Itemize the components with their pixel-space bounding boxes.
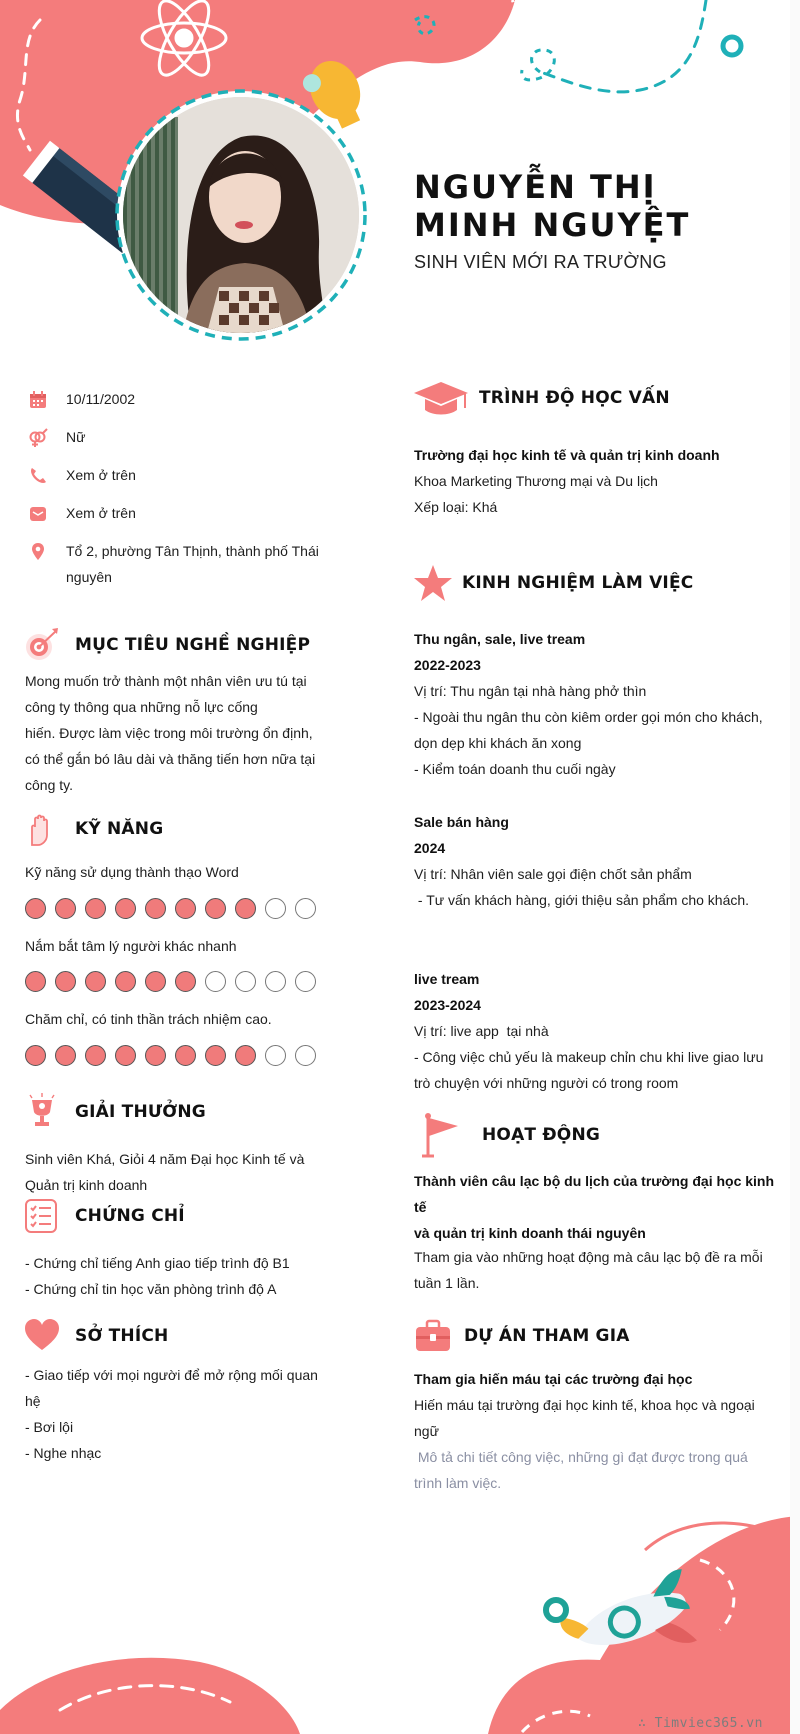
skill-rating-word [25,898,316,919]
graduation-cap-icon [413,378,469,418]
job-line: trò chuyện với những người có trong room [414,1075,679,1091]
job-period: 2023-2024 [414,997,481,1013]
rating-dot-filled [25,1045,46,1066]
objective-line: hiến. Được làm việc trong môi trường ổn định, [25,725,313,741]
objective-line: công ty. [25,777,73,793]
hobby-line: hệ [25,1393,41,1409]
page-edge [790,0,800,1734]
job-entry [414,626,786,782]
contact-text: Nữ [66,429,86,445]
calendar-icon [28,390,48,410]
activity-line: Tham gia vào những hoạt động mà câu lạc bộ đề ra mỗi [414,1249,763,1265]
job-name: Thu ngân, sale, live tream [414,631,586,647]
rating-dot-filled [235,1045,256,1066]
awards-header [22,1092,206,1132]
rating-dot-filled [145,898,166,919]
projects-header [413,1316,630,1356]
contact-text: Tổ 2, phường Tân Thịnh, thành phố Thái nguyên [66,543,319,585]
section-title: SỞ THÍCH [75,1326,169,1346]
rating-dot-empty [265,1045,286,1066]
hobby-line: - Giao tiếp với mọi người để mở rộng mối quan [25,1367,318,1383]
contact-birthday [28,386,348,412]
job-period: 2022-2023 [414,657,481,673]
watermark: ∴ Timviec365.vn [638,1716,763,1731]
bottom-decoration [0,1480,800,1734]
section-title: GIẢI THƯỞNG [75,1102,206,1122]
hobbies-header [22,1316,168,1356]
awards-line: Sinh viên Khá, Giỏi 4 năm Đại học Kinh tế và [25,1151,305,1167]
projects-text [414,1366,786,1496]
contact-phone [28,462,348,488]
rating-dot-empty [265,971,286,992]
activity-heading-line: Thành viên câu lạc bộ du lịch của trường đại học kinh tế [414,1173,775,1215]
phone-icon [28,466,48,486]
job-line: - Tư vấn khách hàng, giới thiệu sản phẩm cho khách. [414,892,750,908]
contact-text: Xem ở trên [66,467,136,483]
project-heading: Tham gia hiến máu tại các trường đại học [414,1371,693,1387]
project-line: ngữ [414,1423,439,1439]
section-title: CHỨNG CHỈ [75,1206,185,1226]
rating-dot-empty [205,971,226,992]
job-entry [414,809,786,913]
skill-label: Kỹ năng sử dụng thành thạo Word [25,864,239,880]
job-name: Sale bán hàng [414,814,509,830]
job-name: live tream [414,971,480,987]
section-title: MỤC TIÊU NGHỀ NGHIỆP [75,635,311,655]
awards-text [25,1146,318,1198]
faculty-name: Khoa Marketing Thương mại và Du lịch [414,473,658,489]
contact-email [28,500,348,526]
rating-dot-filled [175,1045,196,1066]
objective-text [25,668,325,798]
skill-label: Chăm chỉ, có tinh thần trách nhiệm cao. [25,1011,272,1027]
rating-dot-empty [295,898,316,919]
rating-dot-filled [85,971,106,992]
star-icon [413,563,453,603]
briefcase-icon [413,1316,453,1356]
education-header [413,378,670,418]
candidate-role: SINH VIÊN MỚI RA TRƯỜNG [414,252,667,272]
rating-dot-filled [205,898,226,919]
certificate-line: - Chứng chỉ tin học văn phòng trình độ A [25,1281,277,1297]
contact-address [28,538,348,590]
rating-dot-filled [235,898,256,919]
job-line: - Kiểm toán doanh thu cuối ngày [414,761,616,777]
rating-dot-filled [85,898,106,919]
rating-dot-filled [205,1045,226,1066]
trophy-icon [22,1092,62,1132]
profile-photo [123,97,359,333]
section-title: DỰ ÁN THAM GIA [464,1326,630,1346]
section-title: KINH NGHIỆM LÀM VIỆC [462,573,694,593]
section-title: KỸ NĂNG [75,819,164,839]
rating-dot-filled [85,1045,106,1066]
rating-dot-filled [145,1045,166,1066]
profile-photo-frame [113,87,369,343]
activity-heading-line: và quản trị kinh doanh thái nguyên [414,1225,646,1241]
job-line: Vị trí: live app tại nhà [414,1023,549,1039]
hobbies-text [25,1362,325,1466]
flag-icon [420,1112,464,1158]
job-line: Vị trí: Nhân viên sale gọi điện chốt sản phẩm [414,866,692,882]
rating-dot-filled [55,1045,76,1066]
rating-dot-filled [115,971,136,992]
hobby-line: - Nghe nhạc [25,1445,102,1461]
contact-text: 10/11/2002 [66,391,136,407]
project-hint-line: trình làm việc. [414,1475,502,1491]
objective-line: Mong muốn trở thành một nhân viên ưu tú tại [25,673,307,689]
certificates-text [25,1250,325,1302]
rating-dot-filled [25,898,46,919]
activities-header [420,1112,600,1158]
section-title: HOẠT ĐỘNG [482,1125,601,1145]
candidate-name: NGUYỄN THỊ MINH NGUYỆT [414,168,691,244]
checklist-icon [22,1196,62,1236]
skill-label: Nắm bắt tâm lý người khác nhanh [25,938,237,954]
target-icon [22,625,62,665]
rating-dot-filled [25,971,46,992]
skill-rating-diligence [25,1045,316,1066]
location-icon [28,542,48,562]
rating-dot-empty [295,971,316,992]
job-entry [414,966,786,1096]
job-line: dọn dẹp khi khách ăn xong [414,735,582,751]
rating-dot-filled [145,971,166,992]
rating-dot-empty [295,1045,316,1066]
job-period: 2024 [414,840,446,856]
objective-header [22,625,310,665]
rating-dot-filled [115,1045,136,1066]
section-title: TRÌNH ĐỘ HỌC VẤN [479,388,670,408]
job-line: - Công việc chủ yếu là makeup chỉn chu khi live giao lưu [414,1049,764,1065]
rating-dot-empty [265,898,286,919]
objective-line: công ty thông qua những nỗ lực cống [25,699,258,715]
rating-dot-filled [115,898,136,919]
rating-dot-filled [55,898,76,919]
awards-line: Quản trị kinh doanh [25,1177,148,1193]
certificates-header [22,1196,185,1236]
project-line: Hiến máu tại trường đại học kinh tế, khoa học và ngoại [414,1397,755,1413]
experience-header [413,563,693,603]
hobby-line: - Bơi lội [25,1419,74,1435]
education-text [414,442,784,520]
email-icon [28,504,48,524]
gender-icon [28,428,48,448]
activities-heading [414,1168,786,1246]
activity-line: tuần 1 lần. [414,1275,480,1291]
activities-text [414,1244,786,1296]
skill-rating-psychology [25,971,316,992]
education-grade: Xếp loại: Khá [414,499,498,515]
contact-gender [28,424,348,450]
hand-icon [22,809,62,849]
rating-dot-filled [175,971,196,992]
certificate-line: - Chứng chỉ tiếng Anh giao tiếp trình độ B1 [25,1255,290,1271]
rating-dot-filled [175,898,196,919]
skills-header [22,809,163,849]
contact-text: Xem ở trên [66,505,136,521]
job-line: Vị trí: Thu ngân tại nhà hàng phở thìn [414,683,647,699]
heart-icon [22,1316,62,1356]
school-name: Trường đại học kinh tế và quản trị kinh doanh [414,447,720,463]
objective-line: có thể gắn bó lâu dài và thăng tiến hơn nữa tại [25,751,316,767]
job-line: - Ngoài thu ngân thu còn kiêm order gọi món cho khách, [414,709,763,725]
project-hint-line: Mô tả chi tiết công việc, những gì đạt được trong quá [414,1449,748,1465]
rating-dot-empty [235,971,256,992]
rating-dot-filled [55,971,76,992]
